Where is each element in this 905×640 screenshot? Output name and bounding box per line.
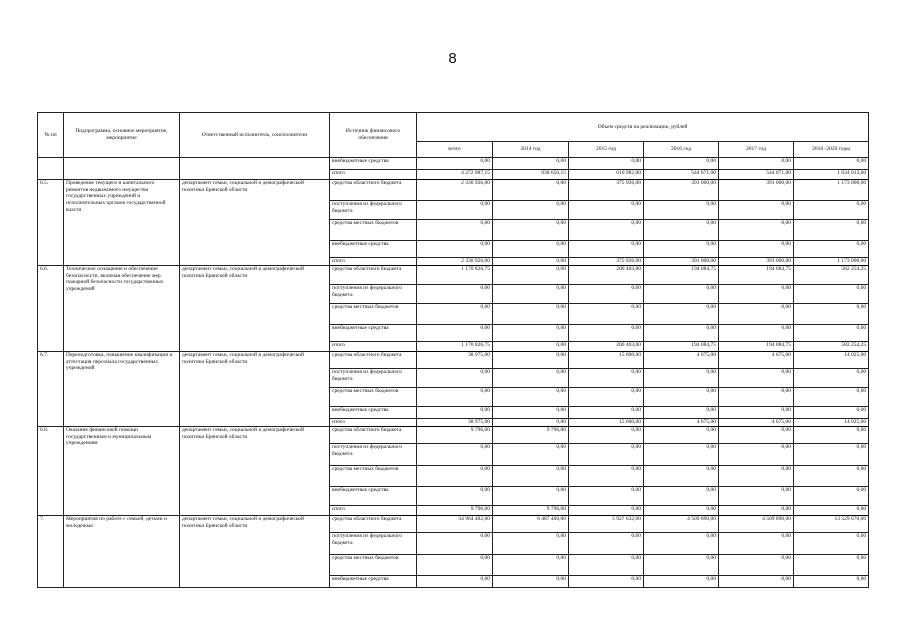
value-2014: 0,00 [493,241,569,258]
value-2016: 4 675,00 [644,419,719,427]
num-cell: 7. [38,516,64,588]
value-2018-2020: 0,00 [794,241,869,258]
value-2015: 0,00 [569,466,644,487]
value-2017: 0,00 [719,576,794,588]
value-2015: 0,00 [569,487,644,506]
value-2017: 194 084,75 [719,266,794,285]
program-cell: Мероприятия по работе с семьей, детьми и молодежью [64,516,180,588]
value-2017: 4 675,00 [719,419,794,427]
source-cell: поступления из федерального бюджета [330,201,417,220]
value-2015: 0,00 [569,285,644,304]
value-2015: 375 926,00 [569,258,644,266]
value-2017: 0,00 [719,220,794,241]
value-total: 0,00 [417,304,493,325]
value-2014: 0,00 [493,285,569,304]
value-2016: 0,00 [644,158,719,170]
value-2014: 0,00 [493,220,569,241]
value-2018-2020: 0,00 [794,388,869,407]
value-2016: 0,00 [644,388,719,407]
value-2014: 0,00 [493,388,569,407]
source-cell: внебюджетные средства [330,158,417,170]
value-2015: 0,00 [569,555,644,576]
value-2014: 0,00 [493,201,569,220]
col-header-2018-2020: 2018 -2020 годы [794,142,869,158]
value-2014: 9 796,00 [493,506,569,516]
value-2016: 0,00 [644,576,719,588]
source-cell: поступления из федерального бюджета [330,285,417,304]
value-2016: 544 671,00 [644,170,719,180]
source-cell: итого [330,258,417,266]
num-cell: 6.6. [38,266,64,352]
value-2015: 0,00 [569,533,644,555]
source-cell: поступления из федерального бюджета [330,444,417,466]
value-2018-2020: 13 529 670,00 [794,516,869,533]
value-2016: 0,00 [644,466,719,487]
source-cell: средства областного бюджета [330,516,417,533]
value-total: 2 330 926,00 [417,180,493,201]
value-total: 0,00 [417,555,493,576]
value-total: 0,00 [417,533,493,555]
value-total: 0,00 [417,325,493,342]
source-cell: средства областного бюджета [330,266,417,285]
value-total: 9 796,00 [417,427,493,444]
col-header-total: всего [417,142,493,158]
value-2015: 0,00 [569,201,644,220]
value-2017: 0,00 [719,533,794,555]
value-2014: 0,00 [493,304,569,325]
value-2016: 194 084,75 [644,266,719,285]
value-2017: 544 671,00 [719,170,794,180]
source-cell: средства областного бюджета [330,427,417,444]
value-total: 38 975,00 [417,419,493,427]
value-2014: 0,00 [493,444,569,466]
executor-cell: департамент семьи, социальной и демографической политики Брянской области [180,266,330,352]
table-row [38,427,869,444]
value-2015: 0,00 [569,220,644,241]
value-2014: 0,00 [493,555,569,576]
source-cell: итого [330,506,417,516]
source-cell: средства областного бюджета [330,352,417,369]
source-cell: поступления из федерального бюджета [330,533,417,555]
value-2014: 0,00 [493,158,569,170]
value-total: 0,00 [417,407,493,419]
value-2016: 0,00 [644,487,719,506]
value-2018-2020: 0,00 [794,220,869,241]
value-2017: 194 084,75 [719,342,794,352]
value-2015: 0,00 [569,427,644,444]
value-2014: 0,00 [493,407,569,419]
program-cell: Техническое оснащение и обеспечение безопасности, включая обеспечение мер пожарной безопасности государственных учреждений [64,266,180,352]
value-total: 0,00 [417,241,493,258]
value-2014: 0,00 [493,180,569,201]
value-2015: 15 600,00 [569,419,644,427]
value-2017: 0,00 [719,304,794,325]
value-2017: 0,00 [719,369,794,388]
value-2017: 0,00 [719,466,794,487]
value-2016: 0,00 [644,304,719,325]
value-2015: 0,00 [569,369,644,388]
value-2016: 391 000,00 [644,258,719,266]
value-2016: 0,00 [644,444,719,466]
value-2018-2020: 0,00 [794,506,869,516]
source-cell: поступления из федерального бюджета [330,369,417,388]
value-2014: 0,00 [493,576,569,588]
value-2017: 0,00 [719,201,794,220]
num-cell: 6.7. [38,352,64,427]
value-2014: 0,00 [493,258,569,266]
value-2014: 0,00 [493,266,569,285]
source-cell: средства местных бюджетов [330,466,417,487]
value-2017: 0,00 [719,555,794,576]
value-2018-2020: 0,00 [794,427,869,444]
value-2016: 391 000,00 [644,180,719,201]
value-2016: 4 509 890,00 [644,516,719,533]
value-2014: 0,00 [493,487,569,506]
source-cell: внебюджетные средства [330,407,417,419]
source-cell: внебюджетные средства [330,487,417,506]
value-2015: 0,00 [569,241,644,258]
value-2017: 4 675,00 [719,352,794,369]
program-cell: Проведение текущего и капитального ремонтов недвижимого имущества государственных учреждений и исполнительных органов государственной власти [64,180,180,266]
source-cell: внебюджетные средства [330,241,417,258]
value-2015: 0,00 [569,407,644,419]
value-total: 2 330 926,00 [417,258,493,266]
value-2016: 0,00 [644,220,719,241]
value-2017: 391 000,00 [719,180,794,201]
funding-table [37,112,869,588]
source-cell: внебюджетные средства [330,576,417,588]
value-2014: 0,00 [493,369,569,388]
value-2017: 0,00 [719,407,794,419]
program-cell: Переподготовка, повышение квалификации и аттестация персонала государственных учреждений [64,352,180,427]
value-total: 0,00 [417,576,493,588]
value-2015: 0,00 [569,388,644,407]
value-2017: 391 000,00 [719,258,794,266]
value-total: 0,00 [417,466,493,487]
value-2015: 0,00 [569,576,644,588]
value-2018-2020: 582 254,25 [794,342,869,352]
source-cell: средства местных бюджетов [330,388,417,407]
value-2018-2020: 0,00 [794,285,869,304]
value-2015: 0,00 [569,158,644,170]
value-2016: 0,00 [644,285,719,304]
value-2014: 0,00 [493,419,569,427]
value-2018-2020: 0,00 [794,158,869,170]
value-2014: 0,00 [493,325,569,342]
source-cell: средства местных бюджетов [330,555,417,576]
value-2018-2020: 582 254,25 [794,266,869,285]
value-2015: 5 927 632,00 [569,516,644,533]
source-cell: внебюджетные средства [330,325,417,342]
value-2018-2020: 1 634 013,00 [794,170,869,180]
num-cell: 6.5. [38,180,64,266]
value-2014: 0,00 [493,342,569,352]
value-2017: 0,00 [719,487,794,506]
value-total: 0,00 [417,388,493,407]
value-2016: 194 084,75 [644,342,719,352]
value-2018-2020: 1 173 000,00 [794,258,869,266]
executor-cell [180,158,330,180]
program-cell [64,158,180,180]
col-header-executor: Ответственный исполнитель, соисполнители [180,113,330,158]
value-2017: 0,00 [719,506,794,516]
value-total: 0,00 [417,369,493,388]
value-2014: 938 650,15 [493,170,569,180]
source-cell: итого [330,342,417,352]
col-header-num: № пп [38,113,64,158]
value-2018-2020: 0,00 [794,304,869,325]
value-2016: 0,00 [644,506,719,516]
executor-cell: департамент семьи, социальной и демографической политики Брянской области [180,180,330,266]
table-row [38,266,869,285]
value-2015: 200 403,00 [569,266,644,285]
col-header-2014: 2014 год [493,142,569,158]
value-2015: 0,00 [569,304,644,325]
col-header-2017: 2017 год [719,142,794,158]
value-total: 0,00 [417,487,493,506]
value-2017: 0,00 [719,285,794,304]
table-row [38,180,869,201]
value-2017: 4 509 890,00 [719,516,794,533]
col-header-2015: 2015 год [569,142,644,158]
value-2017: 0,00 [719,444,794,466]
source-cell: средства местных бюджетов [330,220,417,241]
value-2016: 0,00 [644,325,719,342]
value-2016: 0,00 [644,427,719,444]
program-cell: Оказание финансовой помощи государственным и муниципальным учреждениям [64,427,180,516]
value-2015: 15 600,00 [569,352,644,369]
num-cell: 6.8. [38,427,64,516]
source-cell: средства областного бюджета [330,180,417,201]
value-total: 38 975,00 [417,352,493,369]
value-2014: 9 796,00 [493,427,569,444]
value-2016: 4 675,00 [644,352,719,369]
value-total: 0,00 [417,220,493,241]
source-cell: итого [330,419,417,427]
value-total: 9 796,00 [417,506,493,516]
value-total: 1 170 826,75 [417,342,493,352]
value-2018-2020: 0,00 [794,369,869,388]
col-header-program: Подпрограмма, основное мероприятие, мероприятие [64,113,180,158]
value-2018-2020: 1 173 000,00 [794,180,869,201]
value-2014: 0,00 [493,466,569,487]
table-row [38,516,869,533]
value-2017: 0,00 [719,241,794,258]
col-header-2016: 2016 год [644,142,719,158]
value-2015: 0,00 [569,325,644,342]
value-total: 0,00 [417,444,493,466]
table-row [38,158,869,170]
value-2018-2020: 14 025,00 [794,352,869,369]
value-2014: 0,00 [493,352,569,369]
col-header-volume: Объем средств на реализацию, рублей [417,113,869,142]
value-2018-2020: 0,00 [794,466,869,487]
value-2018-2020: 0,00 [794,325,869,342]
value-2017: 0,00 [719,158,794,170]
value-total: 0,00 [417,285,493,304]
value-2014: 0,00 [493,533,569,555]
value-2018-2020: 0,00 [794,555,869,576]
value-2015: 200 403,00 [569,342,644,352]
value-2018-2020: 14 025,00 [794,419,869,427]
executor-cell: департамент семьи, социальной и демографической политики Брянской области [180,516,330,588]
value-2015: 610 982,00 [569,170,644,180]
value-2014: 6 487 400,00 [493,516,569,533]
value-2015: 375 926,00 [569,180,644,201]
value-2017: 0,00 [719,427,794,444]
source-cell: итого [330,170,417,180]
value-2017: 0,00 [719,388,794,407]
num-cell [38,158,64,180]
value-2016: 0,00 [644,201,719,220]
executor-cell: департамент семьи, социальной и демографической политики Брянской области [180,352,330,427]
source-cell: средства местных бюджетов [330,304,417,325]
value-2016: 0,00 [644,369,719,388]
value-total: 34 964 482,00 [417,516,493,533]
value-total: 1 170 826,75 [417,266,493,285]
value-2016: 0,00 [644,407,719,419]
col-header-source: Источник финансового обеспечения [330,113,417,158]
value-2016: 0,00 [644,533,719,555]
executor-cell: департамент семьи, социальной и демографической политики Брянской области [180,427,330,516]
value-total: 4 272 987,15 [417,170,493,180]
value-total: 0,00 [417,158,493,170]
value-2018-2020: 0,00 [794,576,869,588]
value-2018-2020: 0,00 [794,487,869,506]
value-2018-2020: 0,00 [794,407,869,419]
value-2015: 0,00 [569,444,644,466]
value-2018-2020: 0,00 [794,201,869,220]
page-number: 8 [448,50,457,67]
value-2016: 0,00 [644,555,719,576]
value-2015: 0,00 [569,506,644,516]
value-2018-2020: 0,00 [794,444,869,466]
value-2018-2020: 0,00 [794,533,869,555]
value-2017: 0,00 [719,325,794,342]
value-2016: 0,00 [644,241,719,258]
table-row [38,352,869,369]
value-total: 0,00 [417,201,493,220]
